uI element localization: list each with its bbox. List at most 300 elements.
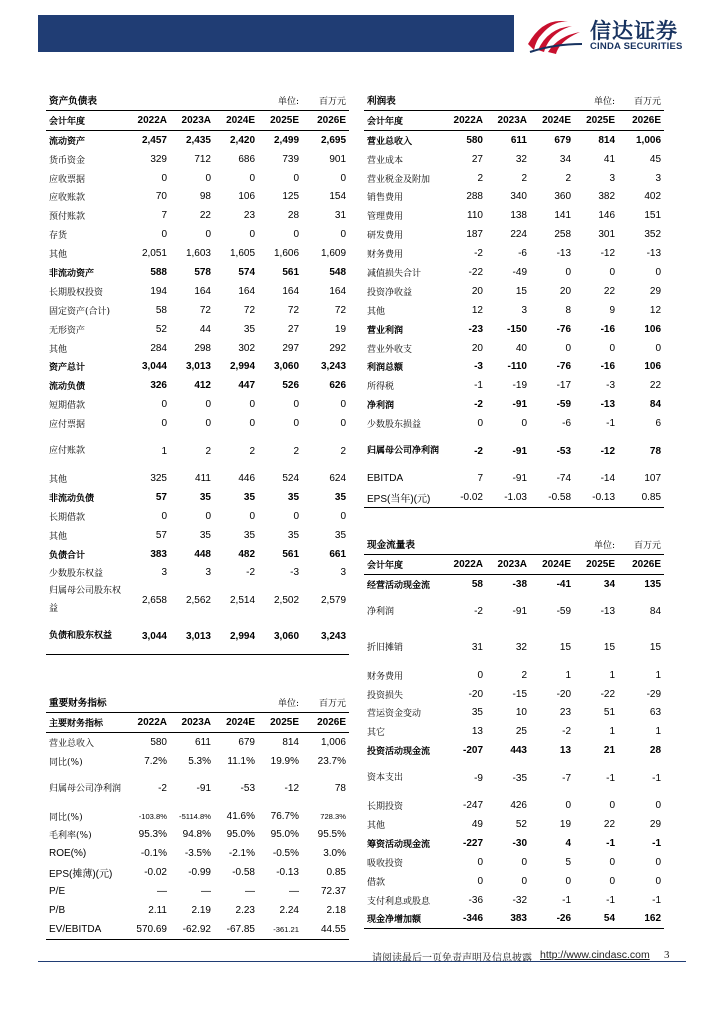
table-row [46,469,349,488]
row-value: 138 [510,210,527,222]
row-value: -35 [512,772,527,784]
row-value: 383 [150,548,167,560]
row-value: — [245,886,255,898]
row-value: 31 [471,642,483,654]
row-value: 7 [161,210,167,222]
page-number: 3 [664,949,670,961]
table-row [46,807,349,826]
table-row [46,282,349,301]
row-value: 0 [161,172,167,184]
row-label: 折旧摊销 [367,642,404,653]
table-row [46,130,349,149]
row-value: 31 [334,210,347,222]
row-value: -0.58 [530,488,574,507]
row-value: 22 [199,210,211,222]
row-value: 78 [649,445,662,457]
row-label: P/B [49,904,66,916]
table-row [46,225,349,244]
table-row [46,414,349,433]
row-value: 3 [205,567,211,579]
row-value: -13 [600,606,616,618]
row-value: 426 [510,800,527,812]
row-label: 营业税金及附加 [367,174,431,185]
column-header-label: 会计年度 [46,110,126,130]
row-value: 2,562 [185,594,211,606]
row-label: 长期借款 [49,512,86,523]
row-label: 非流动资产 [49,268,95,279]
row-value: 164 [329,285,347,297]
row-value: 76.7% [270,810,299,822]
row-value: -76 [556,323,572,335]
column-header-year: 2024E [530,110,574,130]
row-value: 0 [609,342,616,354]
row-value: 712 [194,153,211,165]
row-value: 20 [471,285,483,297]
row-value: -207 [462,745,483,757]
row-value: 0 [521,875,527,887]
column-header-year: 2024E [214,712,258,732]
row-value: 23 [559,707,572,719]
row-value: -22 [600,688,616,700]
row-value: 0 [205,399,211,411]
column-header-year: 2025E [574,110,618,130]
row-value: 0 [161,229,167,241]
row-label: 存货 [49,231,68,242]
table-row [364,815,664,834]
row-value: -1 [562,894,572,906]
row-value: 2 [340,445,347,457]
row-value: -150 [506,323,527,335]
row-value: 382 [598,191,616,203]
row-value: 125 [282,191,300,203]
column-header-year: 2023A [486,110,530,130]
row-value: 84 [649,606,662,618]
row-value: 0 [565,342,572,354]
row-value: 447 [238,380,256,392]
row-value: 901 [329,153,347,165]
table-row [46,320,349,339]
row-value: 0 [565,800,572,812]
row-value: 0 [249,172,256,184]
row-value: 35 [199,491,211,503]
row-value: 224 [510,229,527,241]
row-value: 0 [655,342,662,354]
row-label: EPS(当年)(元) [364,488,442,507]
row-value: 3,044 [141,361,167,373]
table-row [46,582,349,618]
row-value: 54 [574,909,618,928]
row-value: -1.03 [486,488,530,507]
row-value: 28 [287,210,300,222]
row-value: 12 [649,304,662,316]
column-header-year: 2025E [258,110,302,130]
row-value: -2 [474,606,483,618]
row-value: -16 [600,323,616,335]
row-value: -6 [518,248,527,260]
row-value: 288 [466,191,483,203]
unit-label: 单位: [258,693,302,712]
balance-sheet-table [46,91,349,655]
row-value: 35 [199,529,211,541]
table-row [46,376,349,395]
row-value: 0 [249,418,256,430]
row-value: 98 [199,191,211,203]
row-value: -16 [600,361,616,373]
row-value: 8 [565,304,572,316]
row-value: -103.8% [138,811,167,821]
row-value: 7 [477,472,483,484]
row-value: 51 [603,707,616,719]
logo-english-name: CINDA SECURITIES [590,41,683,52]
row-label: 净利润 [367,606,395,617]
row-value: -91 [512,472,527,484]
table-title: 利润表 [364,91,574,110]
row-value: 360 [554,191,572,203]
row-value: 0 [565,875,572,887]
column-header-year: 2025E [258,712,302,732]
row-value: 2,579 [321,594,347,606]
row-label: 其他 [49,531,68,542]
row-value: 27 [471,153,483,165]
row-value: -1 [474,380,483,392]
row-value: 57 [155,491,167,503]
table-row [364,488,664,507]
unit-value: 百万元 [302,91,349,110]
table-row [364,169,664,188]
row-value: 5.3% [188,755,211,767]
row-value: -14 [600,472,616,484]
row-value: 1 [565,669,572,681]
row-value: 0 [249,399,256,411]
row-value: 164 [282,285,300,297]
row-value: 19.9% [270,755,299,767]
row-value: 1,006 [320,736,346,748]
cash-flow-table [364,535,664,929]
table-row [364,395,664,414]
row-label: 筹资活动现金流 [367,839,431,850]
table-title: 重要财务指标 [46,693,258,712]
row-value: 298 [194,342,211,354]
row-value: 0 [249,229,256,241]
row-value: -227 [462,837,483,849]
row-value: 548 [329,266,347,278]
row-value: 0 [293,418,300,430]
row-value: 814 [282,736,299,748]
row-value: -7 [562,772,572,784]
row-value: 2 [521,172,527,184]
table-row [364,376,664,395]
row-value: 2,051 [141,248,167,260]
row-value: -2 [158,783,167,795]
row-value: 84 [649,399,662,411]
row-value: 2 [565,172,572,184]
row-label: 预付账款 [49,212,86,223]
table-title-row [46,693,349,712]
row-value: 0 [161,418,167,430]
cinda-logo [524,14,704,56]
row-value: 2.23 [235,904,255,916]
row-value: 72.37 [320,886,346,898]
row-value: 141 [554,210,572,222]
row-value: 1 [161,445,167,457]
row-label: 非流动负债 [49,493,95,504]
row-value: -0.02 [442,488,486,507]
row-value: 412 [194,380,211,392]
row-value: 35 [287,529,300,541]
row-value: 3,243 [321,361,347,373]
row-value: 297 [282,342,300,354]
row-value: 611 [510,134,527,146]
row-value: 2,457 [141,134,167,146]
row-value: 1 [609,726,616,738]
row-value: 3,013 [170,618,214,655]
row-value: 146 [598,210,616,222]
row-label: 营业外收支 [367,344,413,355]
table-row [364,722,664,741]
row-value: 0 [293,229,300,241]
row-label: EV/EBITDA [46,920,126,939]
row-value: 0 [293,399,300,411]
row-value: 15 [603,642,616,654]
row-value: 5 [565,856,572,868]
row-value: 95.0% [270,829,299,841]
row-label: 研发费用 [367,231,404,242]
row-value: 686 [238,153,256,165]
row-value: -3.5% [184,848,211,860]
row-value: 164 [194,285,211,297]
column-header-year: 2022A [126,712,170,732]
row-value: -12 [284,783,299,795]
row-value: -1 [606,772,616,784]
row-value: 352 [644,229,662,241]
row-value: -3 [606,380,616,392]
row-value: 58 [471,578,483,590]
row-label: 归属母公司净利润 [49,783,122,794]
page-footer [0,946,724,966]
row-label: 其它 [367,728,386,739]
row-value: 0 [293,172,300,184]
row-label: 销售费用 [367,193,404,204]
table-row [364,594,664,630]
row-value: 95.0% [226,829,255,841]
row-value: 106 [644,323,662,335]
column-header-year: 2024E [530,554,574,574]
row-value: 301 [598,229,616,241]
table-row [46,488,349,507]
table-row [46,169,349,188]
table-row [364,666,664,685]
row-value: -38 [512,578,527,590]
row-label: 应收账款 [49,193,86,204]
table-row [364,282,664,301]
row-label: 应收票据 [49,174,86,185]
row-value: -9 [474,772,483,784]
row-label: 经营活动现金流 [367,580,431,591]
row-value: 561 [282,266,300,278]
row-label: 少数股东损益 [367,420,422,431]
table-row [364,187,664,206]
unit-value: 百万元 [618,91,664,110]
row-label: 固定资产(合计) [49,306,111,317]
table-row [364,760,664,796]
row-value: -20 [468,688,483,700]
row-value: 107 [644,472,662,484]
table-row [46,901,349,920]
row-value: 2,994 [230,361,256,373]
row-value: -2 [474,445,483,457]
row-value: 0 [655,875,662,887]
row-value: 0 [340,172,347,184]
table-row [364,433,664,469]
row-value: -74 [556,472,572,484]
row-value: 135 [644,578,662,590]
row-value: 32 [515,153,527,165]
row-value: 151 [644,210,662,222]
row-value: -19 [512,380,527,392]
row-value: 2,420 [230,134,256,146]
row-label: 净利润 [367,401,395,412]
table-row [46,882,349,901]
row-label: 减值损失合计 [367,268,422,279]
row-label: 管理费用 [367,212,404,223]
row-label: 流动负债 [49,382,86,393]
row-label: 借款 [367,877,386,888]
footer-divider [38,961,686,962]
row-value: 19 [559,818,572,830]
row-value: -0.1% [140,848,167,860]
row-value: 29 [649,818,662,830]
row-label: 现金净增加额 [364,909,442,928]
row-value: -0.02 [144,867,167,879]
table-title: 现金流量表 [364,535,574,554]
row-label: 营业总收入 [49,738,95,749]
row-value: -2 [562,726,572,738]
column-header-year: 2024E [214,110,258,130]
row-value: 6 [655,418,662,430]
row-value: 106 [238,191,256,203]
row-value: -36 [468,894,483,906]
logo-emblem-icon [524,14,586,56]
row-label: 应付票据 [49,420,86,431]
row-label: 所得税 [367,382,395,393]
row-value: 72 [287,304,300,316]
row-value: 340 [510,191,527,203]
row-label: 归属母公司股东权益 [49,586,122,615]
row-label: 负债合计 [49,550,86,561]
row-value: -3 [290,567,300,579]
row-value: 9 [609,304,616,316]
row-value: 63 [649,707,662,719]
row-value: 411 [195,472,211,484]
table-row [364,469,664,488]
row-value: 679 [554,134,572,146]
row-value: -13 [646,248,662,260]
row-value: 284 [150,342,167,354]
row-value: 0 [477,856,483,868]
header-banner [38,15,514,52]
table-row [46,263,349,282]
row-value: 35 [471,707,483,719]
row-value: 0 [521,418,527,430]
row-value: 49 [471,818,483,830]
row-value: -1 [652,837,662,849]
row-value: 728.3% [320,811,346,821]
table-row [364,834,664,853]
row-label: 短期借款 [49,401,86,412]
row-value: -53 [556,445,572,457]
table-row [364,630,664,666]
row-value: 78 [334,783,346,795]
row-value: 326 [150,380,167,392]
column-header-label: 会计年度 [364,110,442,130]
row-value: 0 [655,266,662,278]
row-value: 19 [334,323,347,335]
table-row [46,507,349,526]
row-label: 其他 [49,344,68,355]
row-value: 52 [515,818,527,830]
row-value: 2,499 [274,134,300,146]
row-value: -22 [468,266,483,278]
row-value: -15 [512,688,527,700]
row-value: 2,695 [321,134,347,146]
row-value: -5114.8% [179,811,211,821]
row-value: 15 [515,285,527,297]
row-value: 402 [644,191,662,203]
row-label: EPS(摊薄)(元) [49,869,113,881]
row-value: 1 [655,726,662,738]
column-header-year: 2026E [302,712,349,732]
row-value: 13 [471,726,483,738]
row-value: 44.55 [302,920,349,939]
row-value: 580 [466,134,483,146]
row-value: 580 [150,736,167,748]
row-value: 0 [205,172,211,184]
row-value: 106 [644,361,662,373]
column-header-year: 2026E [302,110,349,130]
row-value: 3,060 [274,361,300,373]
row-label: 应付账款 [49,446,86,457]
row-value: 45 [649,153,662,165]
table-row [364,357,664,376]
row-label: EBITDA [367,472,404,484]
row-value: 58 [155,304,167,316]
table-row [364,891,664,910]
row-value: 22 [603,285,616,297]
row-value: -346 [442,909,486,928]
row-value: 0 [205,418,211,430]
table-title: 资产负债表 [46,91,258,110]
table-row [364,796,664,815]
row-value: 3,044 [126,618,170,655]
website-link[interactable]: http://www.cindasc.com [540,949,650,961]
row-label: 吸收投资 [367,858,404,869]
row-value: 11.1% [227,755,255,767]
row-value: -13 [556,248,572,260]
row-value: -12 [600,445,616,457]
row-value: 154 [329,191,347,203]
table-row [364,206,664,225]
row-label: 资产总计 [49,363,86,374]
row-value: 0 [340,418,347,430]
row-value: 0 [477,669,483,681]
column-header-label: 会计年度 [364,554,442,574]
row-value: 13 [559,745,572,757]
row-value: 187 [466,229,483,241]
row-value: 52 [155,323,167,335]
row-value: 57 [155,529,167,541]
row-value: 28 [649,745,662,757]
row-value: -17 [556,380,572,392]
